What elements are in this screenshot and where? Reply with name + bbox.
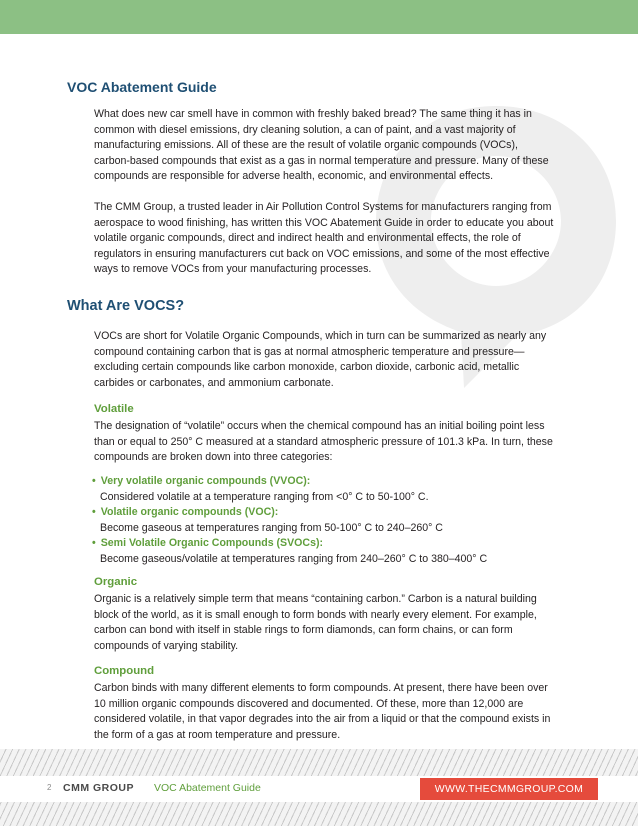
top-color-band	[0, 0, 638, 34]
list-item-title: • Semi Volatile Organic Compounds (SVOCs):	[92, 536, 562, 552]
what-are-vocs-paragraph: VOCs are short for Volatile Organic Compounds, which in turn can be summarized as nearly any compound containing carbon that is gas at normal atmospheric temperature and pressure—excluding certain compounds like carbon monoxide, carbon dioxide, carbonic acid, metallic carbides or carbonates, and ammonium carbonate.	[94, 330, 547, 389]
volatile-paragraph: The designation of “volatile” occurs when the chemical compound has an initial boiling point less than or equal to 250° C measured at a standard atmospheric pressure of 101.3 kPa. In turn, these compounds are broken down into three categories:	[94, 420, 553, 463]
list-item-title: • Volatile organic compounds (VOC):	[92, 505, 562, 521]
intro-paragraph-2: The CMM Group, a trusted leader in Air Pollution Control Systems for manufacturers ranging from aerospace to wood finishing, has written this VOC Abatement Guide in order to educate you about volatile organic compounds, direct and indirect health and environmental effects, the role of regulators in ensuring manufacturers cut back on VOC emissions, and some of the most effective ways to remove VOCs from your manufacturing processes.	[94, 201, 554, 275]
guide-heading: VOC Abatement Guide	[67, 79, 217, 95]
organic-subheading: Organic	[94, 576, 138, 588]
organic-paragraph: Organic is a relatively simple term that means “containing carbon.” Carbon is a natural building block of the world, as it is small enough to form bonds with nearly every element. For example, carbon can bond with itself in stable rings to form diamonds, can form chains, or can form compounds of varying stability.	[94, 593, 537, 652]
website-link[interactable]: WWW.THECMMGROUP.COM	[420, 778, 598, 800]
list-item-desc: Considered volatile at a temperature ranging from <0° C to 50-100° C.	[100, 490, 429, 503]
compound-subheading: Compound	[94, 665, 155, 677]
list-item-desc: Become gaseous/volatile at temperatures ranging from 240–260° C to 380–400° C	[100, 552, 488, 565]
page-number: 2	[47, 783, 52, 792]
footer-doc-title: VOC Abatement Guide	[154, 782, 261, 794]
list-item-title: • Very volatile organic compounds (VVOC):	[92, 474, 562, 490]
footer-brand: CMM GROUP	[63, 782, 134, 794]
list-item-desc: Become gaseous at temperatures ranging from 50-100° C to 240–260° C	[100, 521, 443, 534]
volatile-subheading: Volatile	[94, 403, 134, 415]
what-are-vocs-heading: What Are VOCS?	[67, 298, 185, 314]
compound-paragraph: Carbon binds with many different elements to form compounds. At present, there have been over 10 million organic compounds discovered and documented. Of these, more than 12,000 are considered volatile, in that vapor degrades into the air from a liquid or that the compound exists in the form of a gas at room temperature and pressure.	[94, 682, 551, 741]
intro-paragraph-1: What does new car smell have in common with freshly baked bread? The same thing it has in common with diesel emissions, dry cleaning solution, a can of paint, and a vast majority of manufacturing emissions. All of these are the result of volatile organic compounds (VOCs), carbon-based compounds that exist as a gas in normal temperature and pressure. Many of these compounds are responsible for adverse health, economic, and environmental effects.	[94, 108, 549, 182]
volatility-category-list	[92, 474, 562, 567]
